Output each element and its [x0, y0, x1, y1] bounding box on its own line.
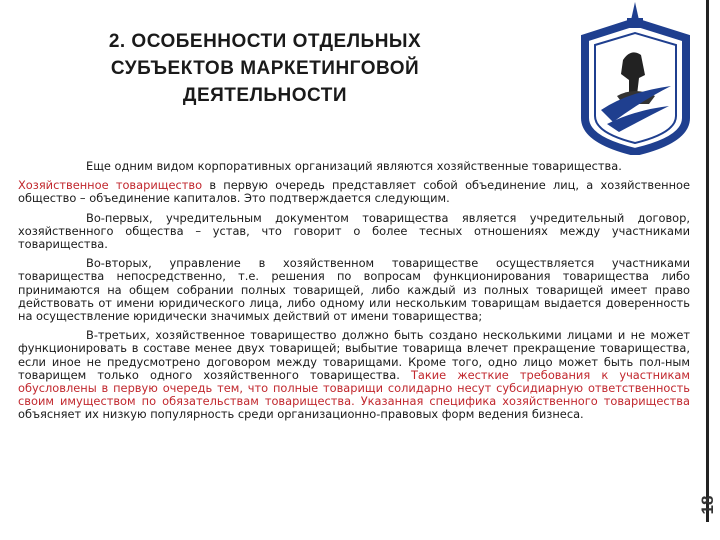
paragraph — [18, 179, 690, 205]
university-emblem-icon — [573, 0, 698, 155]
paragraph-text: в первую очередь представляет собой объединение лиц, а хозяйственное общество – объединение капиталов. Это подтверждается следующим. — [18, 178, 690, 206]
paragraph-text: объясняет их низкую популярность среди организационно-правовых форм ведения бизнеса. — [18, 407, 584, 422]
highlighted-text: Такие жесткие требования к участникам обусловлены в первую очередь тем, что полные товарищи солидарно несут субсидиарную ответственность своим имуществом по обязательствам товарищества. Указанная специфика хозяйственного товарищества — [18, 367, 690, 409]
slide-title — [30, 28, 500, 109]
paragraph — [18, 329, 690, 421]
page-number: 18 — [698, 495, 717, 515]
right-border-line — [706, 0, 709, 522]
slide-title-line: СУБЪЕКТОВ МАРКЕТИНГОВОЙ — [110, 58, 420, 79]
slide-body — [18, 160, 690, 428]
paragraph: Во-вторых, управление в хозяйственном товариществе осуществляется участниками товарищества непосредственно, т.е. решения по вопросам функционирования товарищества либо принимаются на общем собрании полных товарищей, либо каждый из полных товарищей имеет право действовать от имени юридического лица, либо одному или нескольким товарищам выдается доверенность на осуществление юридически значимых действий от имени товарищества; — [18, 256, 690, 324]
paragraph: Еще одним видом корпоративных организаций являются хозяйственные товарищества. — [86, 159, 622, 173]
slide-title-line: ДЕЯТЕЛЬНОСТИ — [182, 85, 348, 106]
paragraph-text: В-третьих, хозяйственное товарищество должно быть создано несколькими лицами и не может функционировать в составе менее двух товарищей; выбытие товарища влечет прекращение товарищества, если иное не предусмотрено договором между товарищами. Кроме того, одно лицо может быть пол-ным товарищем только одного хозяйственного товарищества. — [18, 328, 690, 382]
slide-title-line: 2. ОСОБЕННОСТИ ОТДЕЛЬНЫХ — [108, 31, 422, 52]
paragraph: Во-первых, учредительным документом товарищества является учредительный договор, хозяйственного общества – устав, что говорит о более тесных отношениях между участниками товарищества. — [18, 210, 690, 252]
highlighted-term: Хозяйственное товарищество — [18, 178, 203, 193]
